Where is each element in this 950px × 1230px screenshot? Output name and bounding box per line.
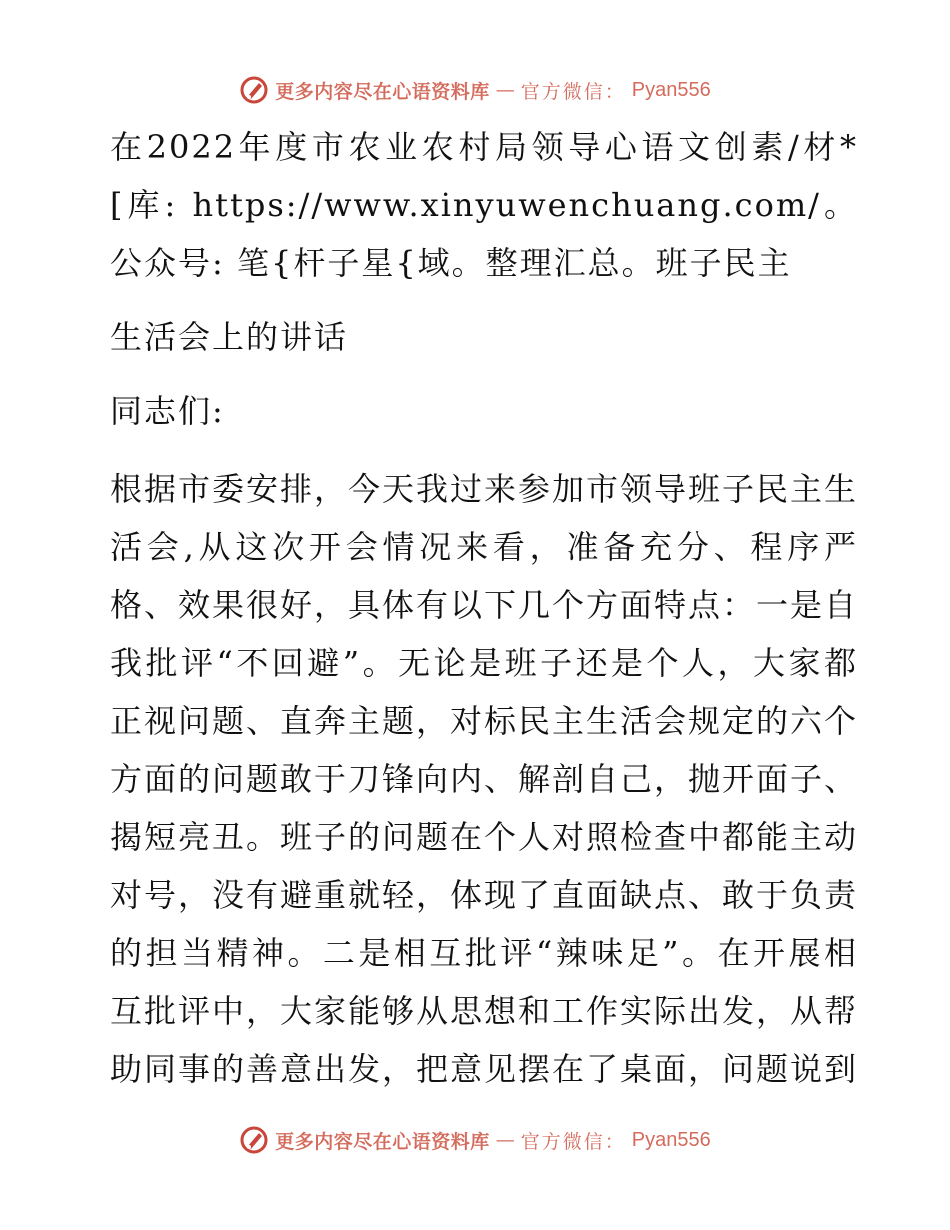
greeting: 同志们: <box>110 392 225 430</box>
pen-logo-icon <box>239 1125 269 1155</box>
banner-text: 更多内容尽在心语资料库 <box>275 1130 490 1153</box>
document-body <box>98 118 858 1124</box>
document-title-line2: 生活会上的讲话 <box>110 318 349 356</box>
banner-text: 更多内容尽在心语资料库 <box>275 80 490 103</box>
pen-logo-icon <box>239 75 269 105</box>
banner-wechat-id: Pyan556 <box>631 1128 711 1151</box>
banner-subtext: 官方微信： <box>520 1130 626 1153</box>
banner-dash: — <box>495 1129 515 1151</box>
footer-watermark-banner <box>0 1120 950 1160</box>
banner-wechat-id: Pyan556 <box>631 78 711 101</box>
body-paragraph: 根据市委安排，今天我过来参加市领导班子民主生活会,从这次开会情况来看，准备充分、程序严格、效果很好，具体有以下几个方面特点：一是自我批评“不回避”。无论是班子还是个人，大家都正视问题、直奔主题，对标民主生活会规定的六个方面的问题敢于刀锋向内、解剖自己，抛开面子、揭短亮丑。班子的问题在个人对照检查中都能主动对号，没有避重就轻，体现了直面缺点、敢于负责的担当精神。二是相互批评“辣味足”。在开展相互批评中，大家能够从思想和工作实际出发，从帮助同事的善意出发，把意见摆在了桌面，问题说到 <box>110 470 859 1088</box>
banner-subtext: 官方微信： <box>520 80 626 103</box>
banner-dash: — <box>495 79 515 101</box>
header-watermark-banner <box>0 70 950 110</box>
document-title-line1: 在2022年度市农业农村局领导心语文创素/材*[库: https://www.xinyuwenchuang.com/。公众号: 笔{杆子星{域。整理汇总。班子民主 <box>110 128 858 282</box>
